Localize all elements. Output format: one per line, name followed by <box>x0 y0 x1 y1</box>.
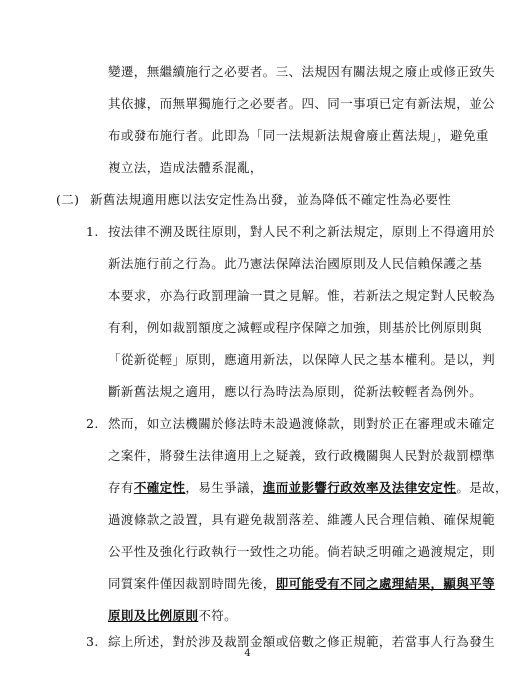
item-2-line-6 <box>108 576 495 592</box>
item-1-line-4: 有利，例如裁罰額度之減輕或程序保障之加強，則基於比例原則與 <box>108 320 483 335</box>
intro-line-3: 布或發布施行者。此即為「同一法規新法規會廢止舊法規」，避免重 <box>108 128 489 143</box>
emphasis-principles: 原則及比例原則 <box>108 608 199 623</box>
text-segment: 存有 <box>108 480 134 495</box>
emphasis-efficiency-stability: 進而並影響行政效率及法律安定性 <box>262 480 457 495</box>
item-2-number: 2. <box>86 416 99 431</box>
item-1-line-1: 按法律不溯及既往原則，對人民不利之新法規定，原則上不得適用於 <box>108 224 496 239</box>
item-1-line-3: 本要求，亦為行政罰理論一貫之見解。惟，若新法之規定對人民較為 <box>108 288 496 303</box>
emphasis-uncertainty: 不確定性 <box>133 480 186 495</box>
item-3-number: 3. <box>86 634 99 649</box>
section-heading: 新舊法規適用應以法安定性為出發，並為降低不確定性為必要性 <box>90 192 452 207</box>
section-marker: (二) <box>56 192 80 207</box>
item-1-line-6: 斷新舊法規之適用，應以行為時法為原則，從新法較輕者為例外。 <box>108 384 483 399</box>
item-1-line-2: 新法施行前之行為。此乃憲法保障法治國原則及人民信賴保護之基 <box>108 256 483 271</box>
intro-line-4: 複立法，造成法體系混亂， <box>108 160 263 175</box>
emphasis-different-results: 即可能受有不同之處理結果，顯與平等 <box>275 576 496 591</box>
intro-line-2: 其依據，而無單獨施行之必要者。四、同一事項已定有新法規，並公 <box>108 96 496 111</box>
text-segment: 同質案件僅因裁罰時間先後， <box>108 576 276 591</box>
item-2-line-7 <box>108 608 237 624</box>
item-3-line-1: 綜上所述，對於涉及裁罰金額或倍數之修正規範，若當事人行為發生 <box>108 634 496 649</box>
intro-line-1: 變遷，無繼續施行之必要者。三、法規因有關法規之廢止或修正致失 <box>108 64 496 79</box>
item-1-number: 1. <box>86 224 99 239</box>
item-1-line-5: 「從新從輕」原則，應適用新法，以保障人民之基本權利。是以，判 <box>108 352 496 367</box>
text-segment: 。是故， <box>456 480 508 495</box>
text-segment: ，易生爭議， <box>185 480 263 495</box>
item-2-line-2: 之案件，將發生法律適用上之疑義，致行政機關與人民對於裁罰標準 <box>108 448 496 463</box>
item-2-line-4: 過渡條款之設置，具有避免裁罰落差、維護人民合理信賴、確保規範 <box>108 512 496 527</box>
text-segment: 不符。 <box>198 608 238 623</box>
item-2-line-3 <box>108 480 508 496</box>
page-number: 4 <box>244 648 251 659</box>
item-2-line-1: 然而，如立法機關於修法時未設過渡條款，則對於正在審理或未確定 <box>108 416 496 431</box>
item-2-line-5: 公平性及強化行政執行一致性之功能。倘若缺乏明確之過渡規定，則 <box>108 544 496 559</box>
